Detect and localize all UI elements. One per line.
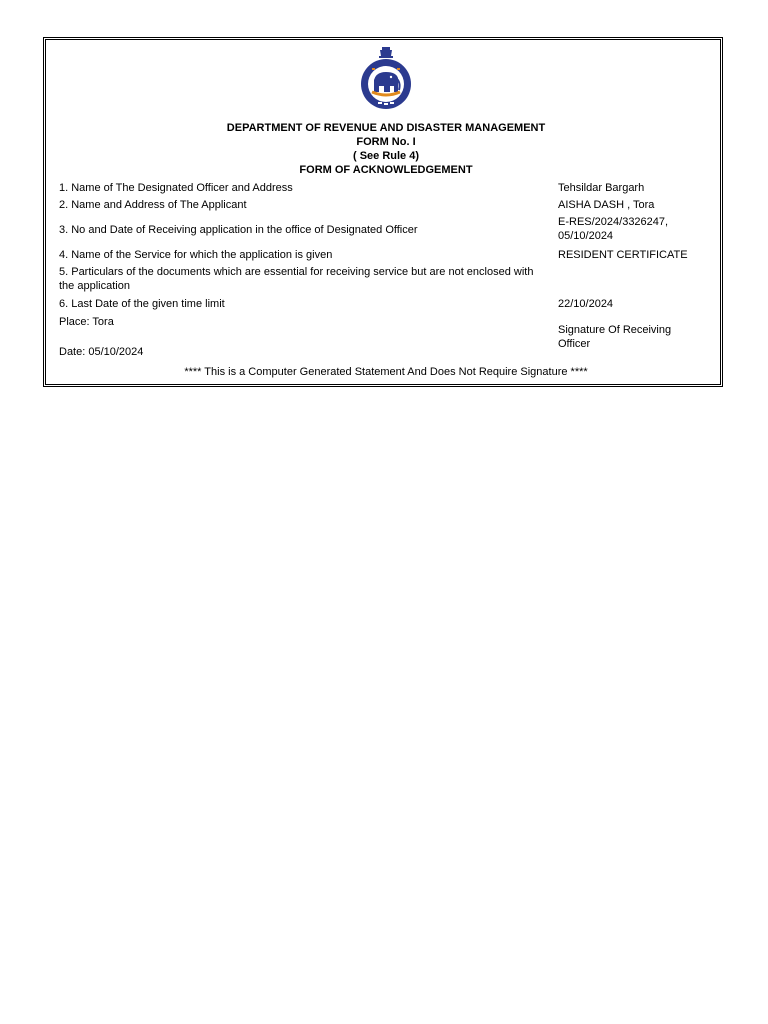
documents-particulars-label: 5. Particulars of the documents which are essential for receiving service but are not enclosed with the application [59, 266, 534, 292]
service-name-value: RESIDENT CERTIFICATE [558, 249, 688, 261]
department-title: DEPARTMENT OF REVENUE AND DISASTER MANAGEMENT [226, 122, 546, 134]
service-name-label: 4. Name of the Service for which the application is given [59, 249, 333, 261]
form-number: FORM No. I [356, 136, 416, 148]
applicant-label: 2. Name and Address of The Applicant [59, 199, 247, 211]
designated-officer-label: 1. Name of The Designated Officer and Address [59, 182, 293, 194]
application-number-value: E-RES/2024/3326247, 05/10/2024 [558, 216, 669, 242]
date-text: Date: 05/10/2024 [59, 346, 144, 358]
last-date-value: 22/10/2024 [558, 298, 614, 310]
designated-officer-value: Tehsildar Bargarh [558, 182, 645, 194]
footer-note: **** This is a Computer Generated Statement And Does Not Require Signature **** [184, 366, 588, 378]
rule-reference: ( See Rule 4) [352, 150, 420, 162]
last-date-label: 6. Last Date of the given time limit [59, 298, 225, 310]
form-title: FORM OF ACKNOWLEDGEMENT [299, 164, 473, 176]
applicant-value: AISHA DASH , Tora [558, 199, 655, 211]
place-text: Place: Tora [59, 316, 114, 328]
form-heading [46, 121, 726, 177]
acknowledgement-form [43, 37, 723, 387]
signature-text: Signature Of Receiving Officer [558, 324, 672, 350]
application-number-label: 3. No and Date of Receiving application in the office of Designated Officer [59, 224, 418, 236]
odisha-state-emblem-icon [358, 46, 414, 110]
